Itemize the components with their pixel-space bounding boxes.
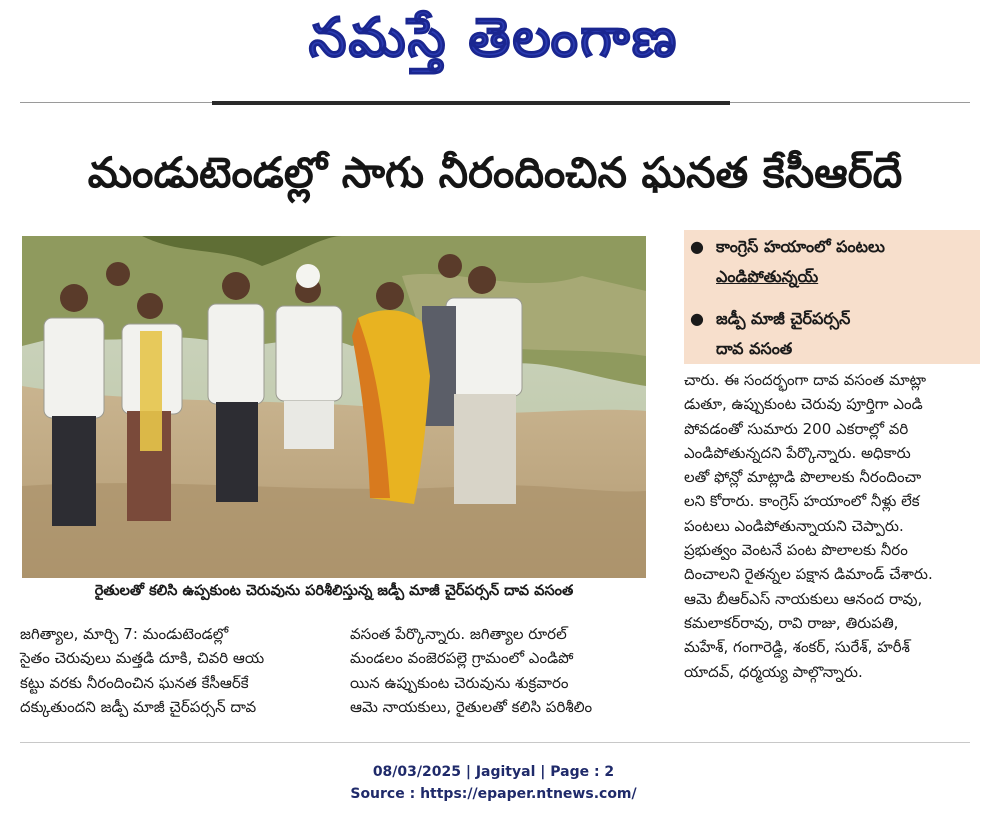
masthead <box>0 0 987 100</box>
body-line: ఎండిపోతున్నదని పేర్కొన్నారు. అధికారు <box>684 443 911 462</box>
body-line: లని కోరారు. కాంగ్రెస్‌ హయాంలో నీళ్లు లేక <box>684 492 920 511</box>
footer-divider <box>20 742 970 743</box>
body-line: పంటలు ఎండిపోతున్నాయని చెప్పారు. <box>684 516 904 535</box>
bullet-icon: ● <box>690 237 704 256</box>
edition-info: 08/03/2025 | Jagityal | Page : 2 <box>372 764 615 780</box>
news-photo <box>22 236 646 578</box>
body-line: ఆమె బీఆర్‌ఎస్‌ నాయకులు ఆనంద రావు, <box>684 589 923 608</box>
highlight-item <box>690 304 980 364</box>
body-line: దించాలని రైతన్నల పక్షాన డిమాండ్‌ చేశారు. <box>684 565 933 584</box>
body-line: సైతం చెరువులు మత్తడి దూకి, చివరి ఆయ <box>20 649 265 668</box>
body-line: మండలం వంజెరపల్లె గ్రామంలో ఎండిపో <box>350 649 574 668</box>
bullet-icon: ● <box>690 309 704 328</box>
article-column-3 <box>684 368 980 684</box>
body-line: వసంత పేర్కొన్నారు. జగిత్యాల రూరల్‌ <box>350 625 567 643</box>
body-line: పోవడంతో సుమారు 200 ఎకరాల్లో వరి <box>684 419 909 438</box>
highlight-line: జడ్పీ మాజీ చైర్‌పర్సన్‌ <box>716 309 851 328</box>
highlights-box <box>684 230 980 364</box>
article-column-1 <box>20 622 324 719</box>
body-line: ఆమె నాయకులు, రైతులతో కలిసి పరిశీలిం <box>350 697 593 716</box>
highlight-item <box>690 232 980 292</box>
body-line: యాదవ్‌, ధర్మయ్య పాల్గొన్నారు. <box>684 662 863 681</box>
masthead-divider-bold <box>212 101 730 105</box>
body-line: లతో ఫోన్లో మాట్లాడి పొలాలకు నీరందించా <box>684 468 922 487</box>
body-line: ప్రభుత్వం వెంటనే పంట పొలాలకు నీరం <box>684 541 908 560</box>
newspaper-logo: నమస్తే తెలంగాణ <box>308 6 679 69</box>
body-line: మహేశ్‌, గంగారెడ్డి, శంకర్‌, సురేశ్‌, హరీశ్‌ <box>684 638 910 657</box>
body-line: జగిత్యాల, మార్చి 7: మండుటెండల్లో <box>20 625 229 643</box>
highlight-line: ఎండిపోతున్నయ్‌ <box>716 267 819 286</box>
body-line: యిన ఉప్పుకుంట చెరువును శుక్రవారం <box>350 673 569 692</box>
body-line: చారు. ఈ సందర్భంగా దావ వసంత మాట్లా <box>684 371 927 389</box>
body-line: దక్కుతుందని జడ్పీ మాజీ చైర్‌పర్సన్‌ దావ <box>20 697 257 716</box>
body-line: కట్టు వరకు నీరందించిన ఘనత కేసీఆర్‌కే <box>20 673 249 692</box>
article-headline: మండుటెండల్లో సాగు నీరందించిన ఘనత కేసీఆర్‌దే <box>87 148 903 197</box>
highlight-line: దావ వసంత <box>716 339 793 358</box>
article-column-2 <box>350 622 656 719</box>
body-line: డుతూ, ఉప్పుకుంట చెరువు పూర్తిగా ఎండి <box>684 395 923 414</box>
source-link[interactable]: Source : https://epaper.ntnews.com/ <box>350 786 637 802</box>
highlight-line: కాంగ్రెస్‌ హయాంలో పంటలు <box>716 237 885 256</box>
photo-caption: రైతులతో కలిసి ఉప్పకుంట చెరువును పరిశీలిస్తున్న జడ్పీ మాజీ చైర్‌పర్సన్‌ దావ వసంత <box>94 583 574 599</box>
body-line: కమలాకర్‌రావు, రావి రాజు, తిరుపతి, <box>684 613 899 632</box>
